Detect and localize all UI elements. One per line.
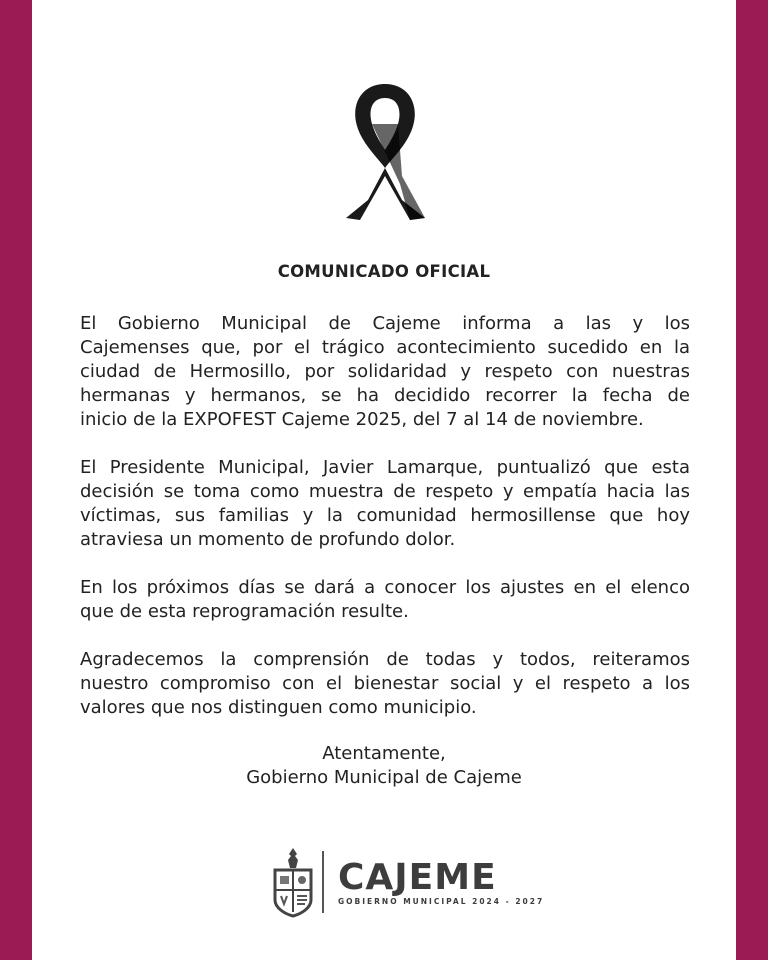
text-line: Agradecemos la comprensión de todas y todos, reiteramos	[80, 649, 690, 670]
text-line: En los próximos días se dará a conocer los ajustes en el elenco	[80, 577, 690, 598]
document-body	[80, 312, 690, 744]
text-line: nuestro compromiso con el bienestar social y el respeto a los	[80, 673, 690, 694]
logo-name: CAJEME	[338, 856, 497, 898]
paragraph	[80, 648, 690, 720]
paragraph	[80, 576, 690, 624]
document-title: COMUNICADO OFICIAL	[277, 262, 491, 281]
text-line: ciudad de Hermosillo, por solidaridad y respeto con nuestras	[80, 361, 690, 382]
logo-subtitle: GOBIERNO MUNICIPAL 2024 - 2027	[338, 896, 545, 906]
text-line: decisión se toma como muestra de respeto y empatía hacia las	[80, 481, 690, 502]
right-border	[736, 0, 768, 960]
text-line: hermanas y hermanos, se ha decidido recorrer la fecha de	[80, 385, 690, 406]
paragraph	[80, 312, 690, 432]
logo-divider	[322, 851, 324, 913]
paragraph	[80, 456, 690, 552]
mourning-ribbon-icon	[338, 80, 433, 225]
text-line: que de esta reprogramación resulte.	[80, 601, 409, 622]
text-line: víctimas, sus familias y la comunidad hermosillense que hoy	[80, 505, 690, 526]
text-line: Cajemenses que, por el trágico acontecimiento sucedido en la	[80, 337, 690, 358]
left-border	[0, 0, 32, 960]
cajeme-logo	[272, 846, 544, 918]
closing: Atentamente,	[322, 743, 446, 764]
text-line: atraviesa un momento de profundo dolor.	[80, 529, 456, 550]
text-line: inicio de la EXPOFEST Cajeme 2025, del 7 al 14 de noviembre.	[80, 409, 644, 430]
signature: Gobierno Municipal de Cajeme	[246, 767, 522, 788]
text-line: El Gobierno Municipal de Cajeme informa a las y los	[80, 313, 690, 334]
signature-block	[0, 742, 768, 790]
text-line: El Presidente Municipal, Javier Lamarque, puntualizó que esta	[80, 457, 690, 478]
coat-of-arms-icon	[272, 846, 314, 918]
text-line: valores que nos distinguen como municipio.	[80, 697, 477, 718]
